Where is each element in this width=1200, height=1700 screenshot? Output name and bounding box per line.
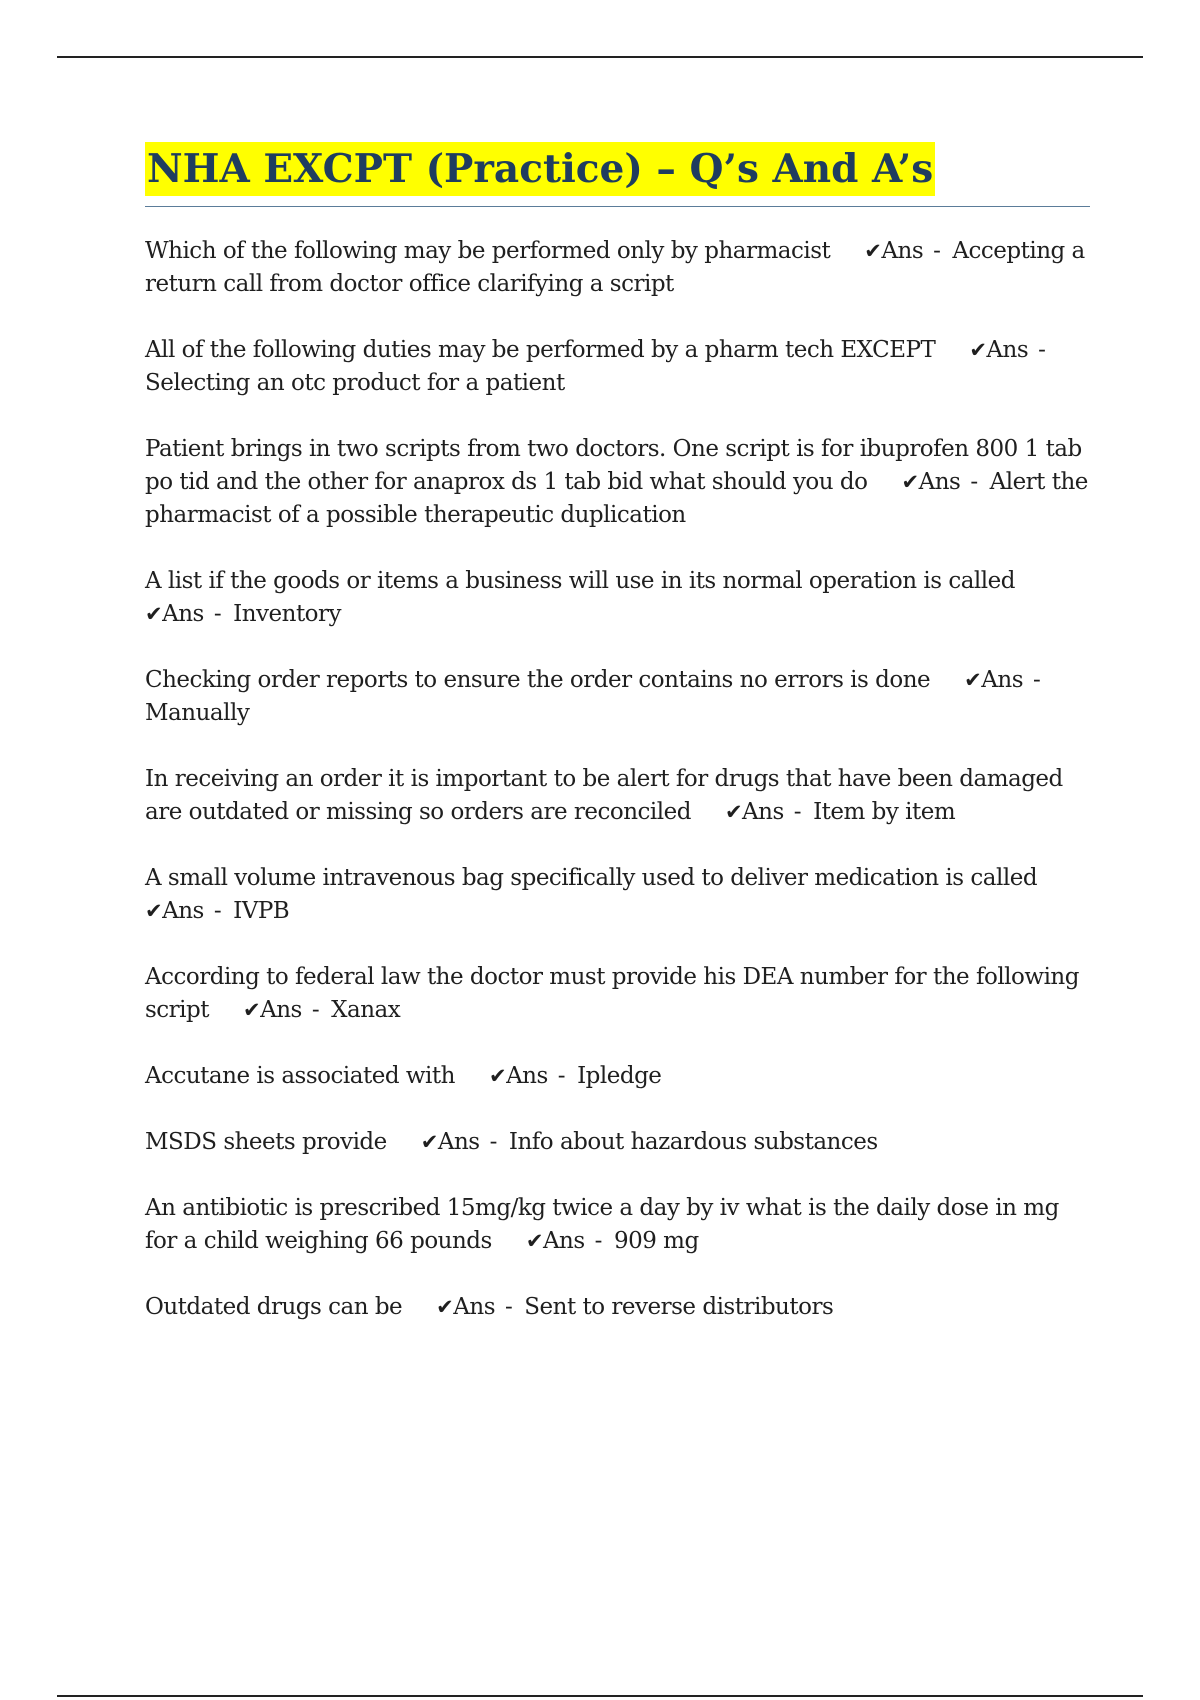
check-icon: ✔	[436, 1295, 454, 1319]
check-icon: ✔	[969, 338, 987, 362]
answer-text: Selecting an otc product for a patient	[145, 370, 565, 396]
question-text: All of the following duties may be performed by a pharm tech EXCEPT	[145, 337, 936, 363]
answer-label: Ans	[981, 667, 1023, 693]
footer-rule	[57, 1695, 1143, 1697]
answer-text: Item by item	[813, 799, 956, 825]
answer-text: Ipledge	[577, 1063, 662, 1089]
answer-label: Ans	[742, 799, 784, 825]
page-title: NHA EXCPT (Practice) – Q’s And A’s	[145, 142, 935, 196]
answer-marker	[421, 1129, 509, 1155]
question-text: Patient brings in two scripts from two doctors. One script is for ibuprofen 800 1 tab po tid and the other for anaprox ds 1 tab bid what should you do	[145, 436, 1082, 495]
answer-separator: -	[213, 601, 222, 627]
check-icon: ✔	[145, 899, 163, 923]
answer-separator: -	[594, 1228, 602, 1254]
check-icon: ✔	[488, 1064, 507, 1088]
check-icon: ✔	[724, 800, 743, 824]
answer-separator: -	[557, 1063, 566, 1089]
answer-text: Info about hazardous substances	[508, 1129, 878, 1155]
qa-item	[145, 961, 1090, 1027]
answer-marker	[526, 1228, 614, 1254]
qa-item	[145, 433, 1090, 532]
answer-marker	[964, 667, 1052, 693]
question-text: According to federal law the doctor must provide his DEA number for the following script	[145, 964, 1079, 1023]
answer-marker	[901, 469, 989, 495]
answer-marker	[969, 337, 1057, 363]
qa-item	[145, 1126, 1090, 1159]
qa-item	[145, 763, 1090, 829]
answer-text: Xanax	[331, 997, 401, 1023]
answer-separator: -	[793, 799, 802, 825]
qa-item	[145, 565, 1090, 631]
answer-separator: -	[970, 469, 978, 495]
answer-label: Ans	[506, 1063, 548, 1089]
check-icon: ✔	[525, 1229, 543, 1253]
question-text: MSDS sheets provide	[145, 1129, 387, 1155]
answer-separator: -	[1038, 337, 1046, 363]
answer-separator: -	[1033, 667, 1041, 693]
check-icon: ✔	[864, 239, 882, 263]
answer-marker	[145, 601, 233, 627]
qa-item	[145, 235, 1090, 301]
question-text: Checking order reports to ensure the order contains no errors is done	[145, 667, 931, 693]
qa-item	[145, 664, 1090, 730]
answer-marker	[864, 238, 952, 264]
answer-marker	[725, 799, 813, 825]
question-text: Which of the following may be performed only by pharmacist	[145, 238, 831, 264]
qa-item	[145, 1291, 1090, 1324]
qa-item	[145, 862, 1090, 928]
qa-item	[145, 1192, 1090, 1258]
qa-item	[145, 1060, 1090, 1093]
answer-label: Ans	[881, 238, 924, 264]
answer-text: IVPB	[233, 898, 290, 924]
answer-text: 909 mg	[613, 1228, 699, 1254]
answer-text: Sent to reverse distributors	[524, 1294, 834, 1320]
qa-item	[145, 334, 1090, 400]
check-icon: ✔	[420, 1130, 438, 1154]
qa-list	[145, 235, 1090, 1324]
answer-separator: -	[489, 1129, 497, 1155]
check-icon: ✔	[145, 602, 163, 626]
question-text: Outdated drugs can be	[145, 1294, 403, 1320]
answer-label: Ans	[986, 337, 1029, 363]
document-body	[145, 142, 1090, 1324]
answer-separator: -	[213, 898, 222, 924]
answer-marker	[145, 898, 233, 924]
question-text: A small volume intravenous bag specifically used to deliver medication is called	[145, 865, 1038, 891]
answer-marker	[436, 1294, 524, 1320]
answer-label: Ans	[918, 469, 961, 495]
title-block	[145, 142, 1090, 207]
answer-separator: -	[933, 238, 941, 264]
header-rule	[57, 56, 1143, 58]
answer-text: Accepting a return call from doctor office clarifying a script	[145, 238, 1085, 297]
check-icon: ✔	[243, 998, 261, 1022]
answer-marker	[489, 1063, 577, 1089]
answer-text: Manually	[145, 700, 250, 726]
answer-label: Ans	[260, 997, 302, 1023]
answer-separator: -	[311, 997, 320, 1023]
answer-label: Ans	[162, 601, 204, 627]
question-text: Accutane is associated with	[145, 1063, 455, 1089]
check-icon: ✔	[964, 668, 982, 692]
answer-label: Ans	[453, 1294, 495, 1320]
answer-separator: -	[505, 1294, 513, 1320]
answer-label: Ans	[437, 1129, 480, 1155]
answer-text: Inventory	[233, 601, 342, 627]
answer-label: Ans	[542, 1228, 585, 1254]
question-text: A list if the goods or items a business will use in its normal operation is called	[145, 568, 1015, 594]
question-text: An antibiotic is prescribed 15mg/kg twice a day by iv what is the daily dose in mg for a child weighing 66 pounds	[145, 1195, 1059, 1254]
answer-label: Ans	[162, 898, 204, 924]
question-text: In receiving an order it is important to be alert for drugs that have been damaged are outdated or missing so orders are reconciled	[145, 766, 1063, 825]
answer-text: Alert the pharmacist of a possible therapeutic duplication	[145, 469, 1088, 528]
answer-marker	[243, 997, 331, 1023]
check-icon: ✔	[901, 470, 919, 494]
